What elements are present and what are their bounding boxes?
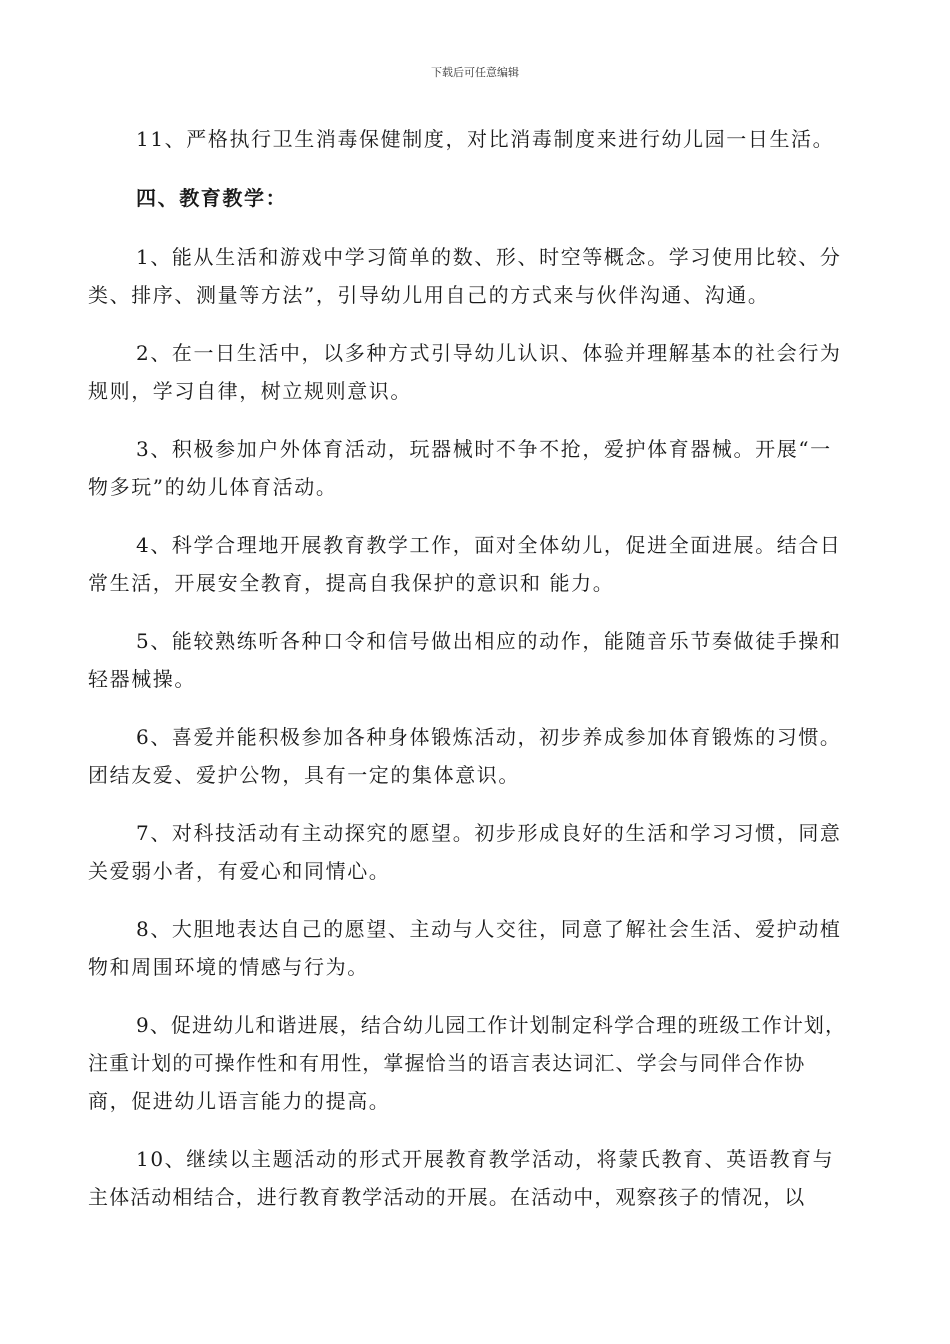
paragraph-line: 注重计划的可操作性和有用性，掌握恰当的语言表达词汇、学会与同伴合作协 [88,1051,806,1075]
page-header-note: 下载后可任意编辑 [431,66,519,79]
paragraph-line: 1、能从生活和游戏中学习简单的数、形、时空等概念。学习使用比较、分 [136,245,842,269]
paragraph-line: 轻器械操。 [88,667,196,691]
paragraph-line: 商，促进幼儿语言能力的提高。 [88,1089,391,1113]
paragraph-line: 团结友爱、爱护公物，具有一定的集体意识。 [88,763,520,787]
paragraph-line: 7、对科技活动有主动探究的愿望。初步形成良好的生活和学习习惯，同意 [136,821,842,845]
paragraph-line: 类、排序、测量等方法”，引导幼儿用自己的方式来与伙伴沟通、沟通。 [88,283,770,307]
paragraph-line: 8、大胆地表达自己的愿望、主动与人交往，同意了解社会生活、爱护动植 [136,917,842,941]
paragraph-line: 常生活，开展安全教育，提高自我保护的意识和 能力。 [88,571,615,595]
paragraph-line: 关爱弱小者，有爱心和同情心。 [88,859,391,883]
paragraph-line: 9、促进幼儿和谐进展，结合幼儿园工作计划制定科学合理的班级工作计划， [136,1013,847,1037]
paragraph-line: 4、科学合理地开展教育教学工作，面对全体幼儿，促进全面进展。结合日 [136,533,842,557]
paragraph-line: 2、在一日生活中，以多种方式引导幼儿认识、体验并理解基本的社会行为 [136,341,842,365]
paragraph-line: 5、能较熟练听各种口令和信号做出相应的动作，能随音乐节奏做徒手操和 [136,629,842,653]
paragraph-line: 规则，学习自律，树立规则意识。 [88,379,412,403]
paragraph-line: 物多玩”的幼儿体育活动。 [88,475,338,499]
paragraph-line: 10、继续以主题活动的形式开展教育教学活动，将蒙氏教育、英语教育与 [136,1147,835,1171]
paragraph-line: 11、严格执行卫生消毒保健制度，对比消毒制度来进行幼儿园一日生活。 [136,127,835,151]
paragraph-line: 主体活动相结合，进行教育教学活动的开展。在活动中，观察孩子的情况，以 [88,1185,806,1209]
paragraph-line: 3、积极参加户外体育活动，玩器械时不争不抢，爱护体育器械。开展“一 [136,437,832,461]
paragraph-line: 6、喜爱并能积极参加各种身体锻炼活动，初步养成参加体育锻炼的习惯。 [136,725,842,749]
paragraph-line: 物和周围环境的情感与行为。 [88,955,369,979]
section-heading: 四、教育教学： [136,186,288,210]
